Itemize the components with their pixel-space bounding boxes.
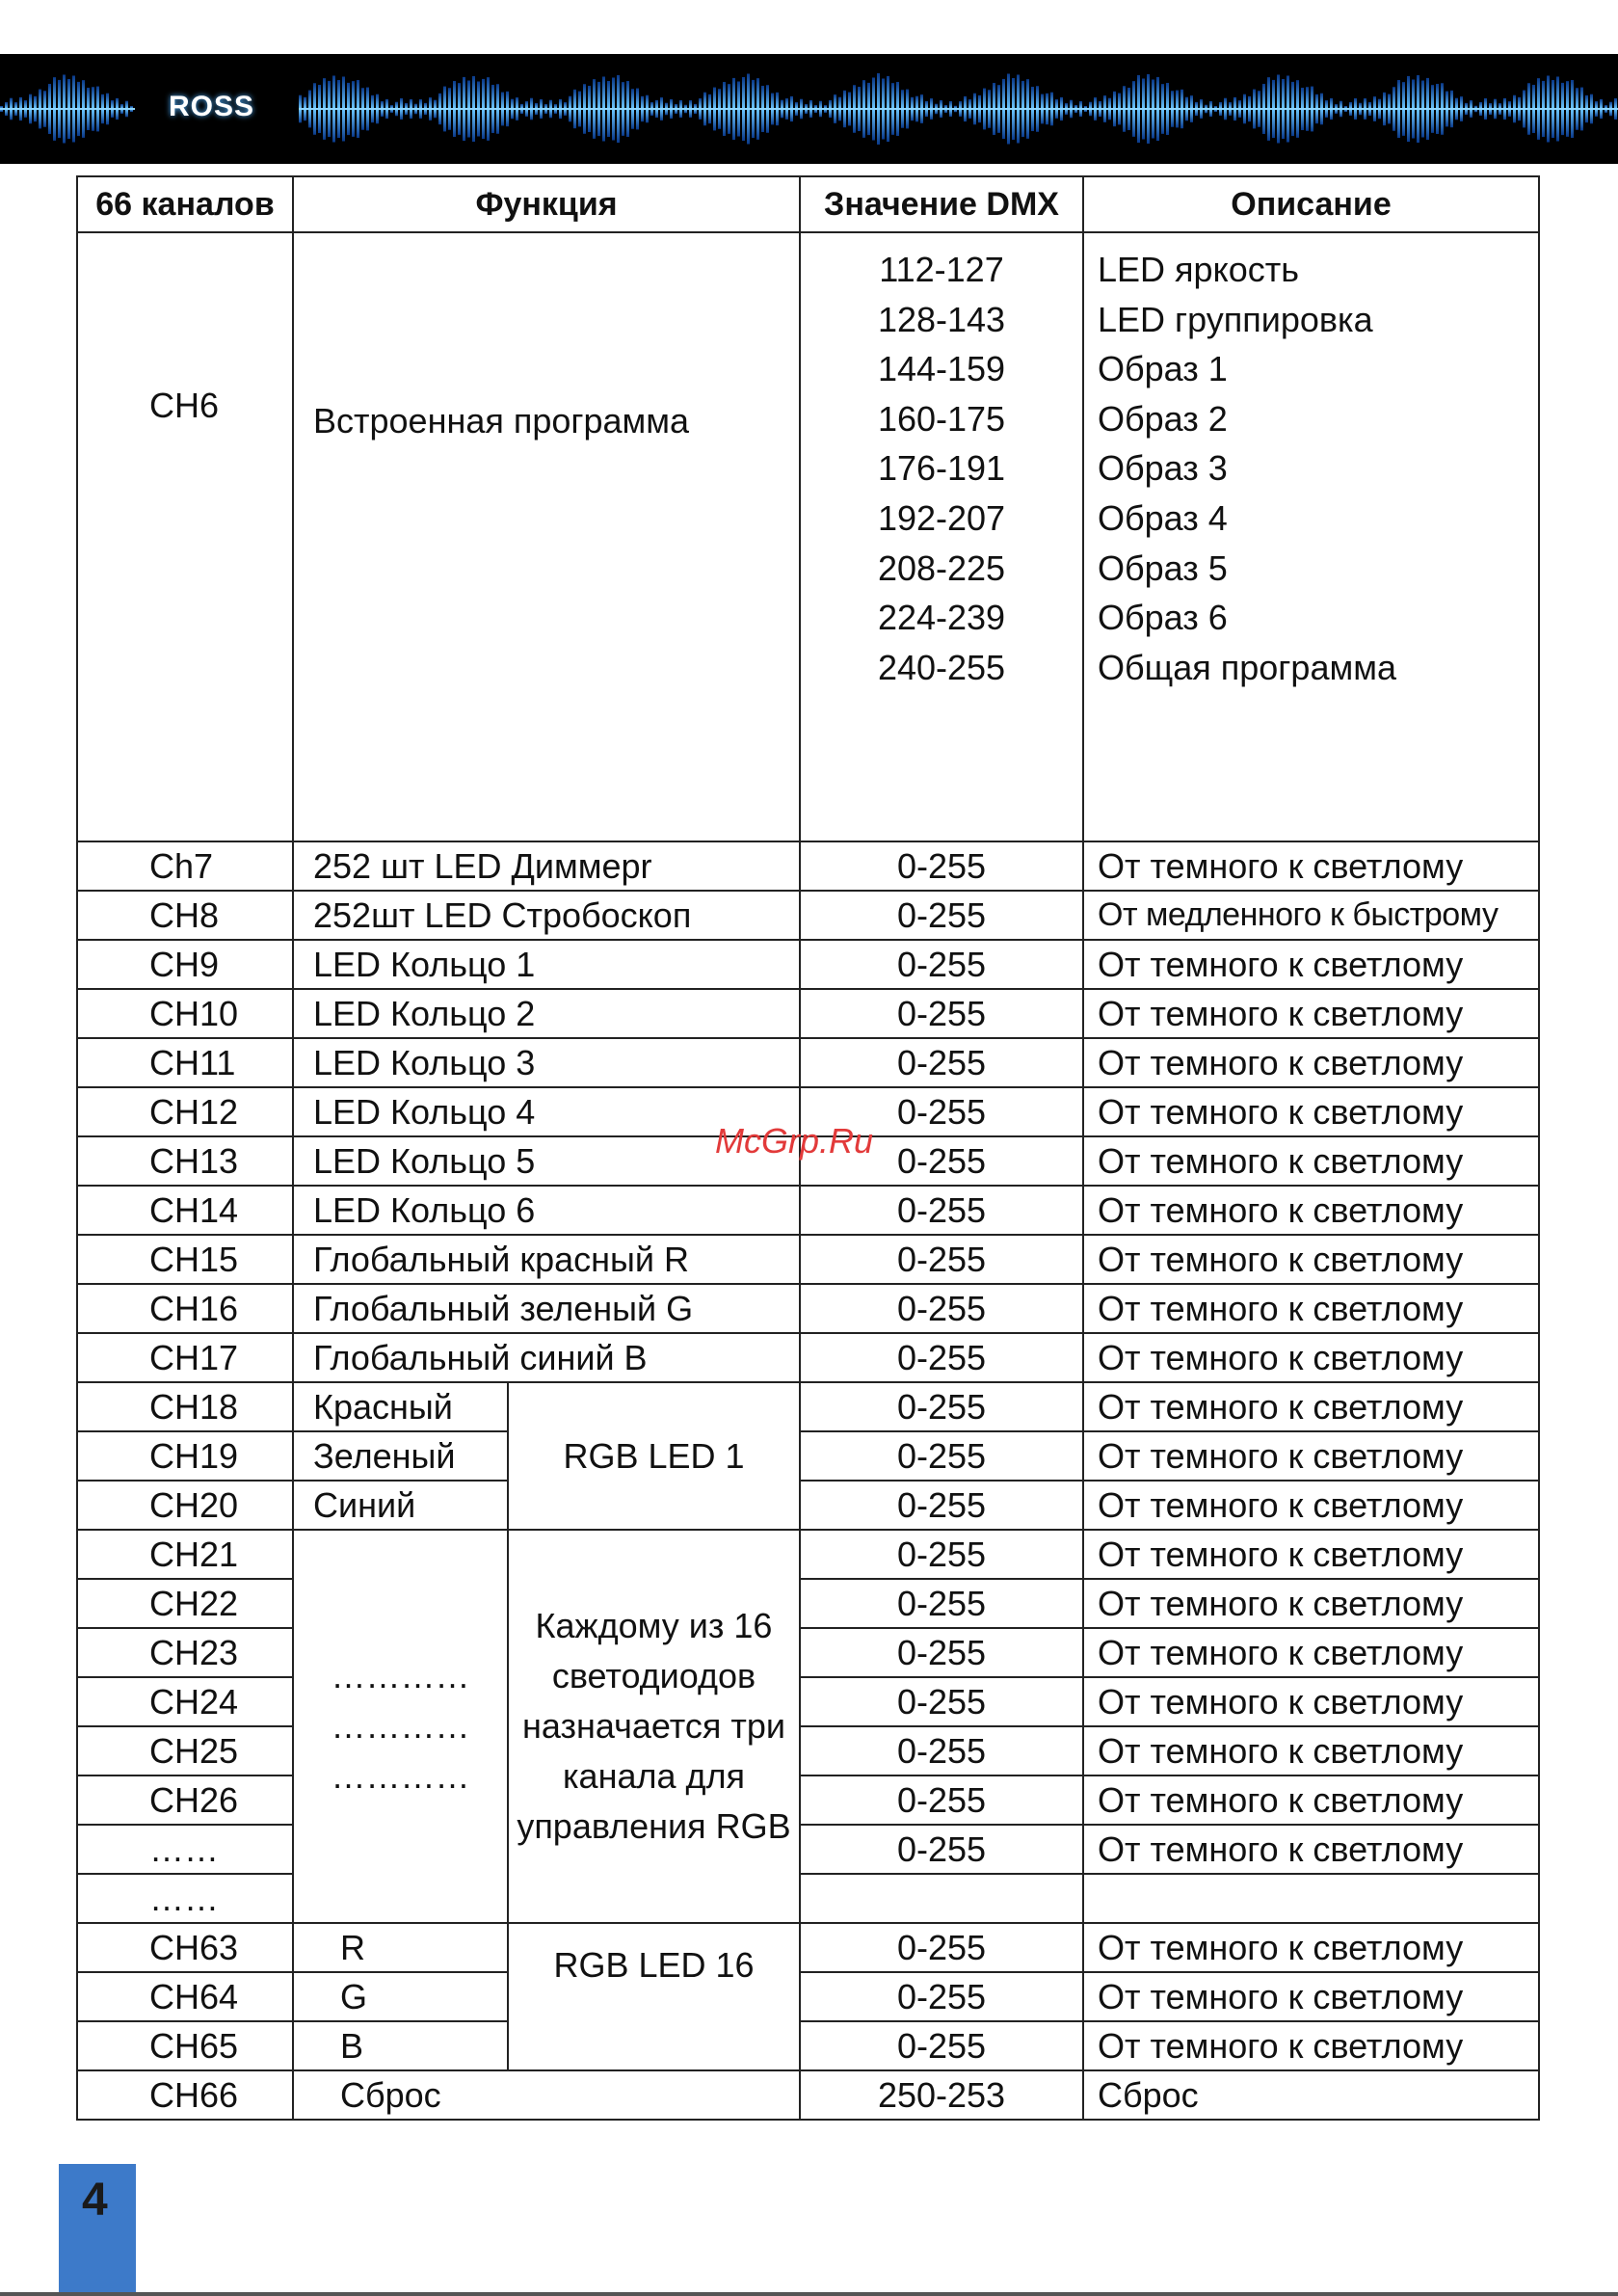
dmx-value: 128-143 [877,299,1006,339]
channel-cell: CH64 [77,1972,293,2021]
dmx-cell [800,1874,1083,1923]
channel-cell: CH18 [77,1382,293,1431]
dmx-cell: 0-255 [800,1972,1083,2021]
function-cell: B [293,2021,508,2070]
channel-cell: CH63 [77,1923,293,1972]
function-cell: Встроенная программа [293,232,800,841]
watermark: McGrp.Ru [715,1121,874,1161]
function-cell: Глобальный красный R [293,1235,800,1284]
function-cell: Зеленый [293,1431,508,1481]
description-cell: От темного к светлому [1083,1431,1539,1481]
description-cell: От темного к светлому [1083,1481,1539,1530]
function-cell: LED Кольцо 2 [293,989,800,1038]
dmx-value: 160-175 [877,398,1006,439]
description-cell [1083,1874,1539,1923]
description-value: Образ 5 [1098,547,1228,588]
description-value: Образ 4 [1098,497,1228,538]
dmx-cell: 0-255 [800,2021,1083,2070]
table-row [77,1382,1539,1431]
description-cell: От темного к светлому [1083,1726,1539,1775]
dmx-cell: 0-255 [800,1481,1083,1530]
dmx-cell: 250-253 [800,2070,1083,2120]
ellipsis-line: ………… [331,1756,470,1796]
description-cell: От темного к светлому [1083,1579,1539,1628]
description-value: Образ 6 [1098,598,1228,638]
channel-cell: CH19 [77,1431,293,1481]
description-cell: От темного к светлому [1083,1087,1539,1136]
description-cell: От темного к светлому [1083,841,1539,891]
description-cell: От темного к светлому [1083,989,1539,1038]
channel-cell: CH9 [77,940,293,989]
dmx-cell [800,232,1083,841]
function-cell: 252шт LED Стробоскоп [293,891,800,940]
dmx-value: 176-191 [877,448,1006,489]
function-cell: Глобальный зеленый G [293,1284,800,1333]
table-row [77,1481,1539,1530]
channel-cell: CH13 [77,1136,293,1186]
channel-cell: CH12 [77,1087,293,1136]
table-row [77,1431,1539,1481]
dmx-cell: 0-255 [800,1038,1083,1087]
table-row-ch6 [77,232,1539,841]
function-cell: LED Кольцо 6 [293,1186,800,1235]
description-cell: От темного к светлому [1083,1333,1539,1382]
dmx-value: 192-207 [877,497,1006,538]
dmx-value: 240-255 [877,647,1006,687]
table-row [77,1530,1539,1579]
function-cell: G [293,1972,508,2021]
function-cell: LED Кольцо 3 [293,1038,800,1087]
page-number: 4 [82,2175,108,2226]
dmx-cell: 0-255 [800,1284,1083,1333]
rgb-group-cell: RGB LED 16 [508,1923,800,2070]
channel-cell: CH14 [77,1186,293,1235]
footer-rule [0,2292,1618,2296]
channel-cell: CH24 [77,1677,293,1726]
channel-cell: CH23 [77,1628,293,1677]
channel-cell: CH11 [77,1038,293,1087]
function-cell: Сброс [293,2070,800,2120]
description-cell: От медленного к быстрому [1083,891,1539,940]
rgb-note-cell: Каждому из 16 светодиодов назначается три канала для управления RGB [508,1530,800,1923]
dmx-cell: 0-255 [800,1628,1083,1677]
description-value: Образ 1 [1098,349,1228,389]
dmx-cell: 0-255 [800,1087,1083,1136]
function-cell: Глобальный синий B [293,1333,800,1382]
description-value: Общая программа [1098,647,1396,687]
dmx-cell: 0-255 [800,1825,1083,1874]
function-cell: Красный [293,1382,508,1431]
table-row-reset [77,2070,1539,2120]
function-cell: Синий [293,1481,508,1530]
dmx-cell: 0-255 [800,1923,1083,1972]
description-cell: От темного к светлому [1083,1186,1539,1235]
channel-cell: CH17 [77,1333,293,1382]
col-header-description: Описание [1083,176,1539,232]
channel-cell: …… [77,1874,293,1923]
dmx-value: 144-159 [877,349,1006,389]
dmx-cell: 0-255 [800,1579,1083,1628]
rgb-group-cell: RGB LED 1 [508,1382,800,1530]
description-cell: От темного к светлому [1083,1284,1539,1333]
description-cell: От темного к светлому [1083,940,1539,989]
function-cell: 252 шт LED Диммерr [293,841,800,891]
table-row [77,841,1539,891]
description-cell: От темного к светлому [1083,1923,1539,1972]
dmx-value: 112-127 [879,250,1004,289]
channel-cell: Ch7 [77,841,293,891]
description-cell: От темного к светлому [1083,1038,1539,1087]
channel-cell: CH16 [77,1284,293,1333]
function-cell: LED Кольцо 1 [293,940,800,989]
dmx-cell: 0-255 [800,1775,1083,1825]
channel-cell: …… [77,1825,293,1874]
table-row [77,1284,1539,1333]
function-cell: R [293,1923,508,1972]
dmx-cell: 0-255 [800,1186,1083,1235]
dmx-cell: 0-255 [800,1333,1083,1382]
dmx-cell: 0-255 [800,1235,1083,1284]
dmx-cell: 0-255 [800,940,1083,989]
dmx-value: 224-239 [877,598,1006,638]
dmx-cell: 0-255 [800,1726,1083,1775]
dmx-cell: 0-255 [800,891,1083,940]
dmx-cell: 0-255 [800,1431,1083,1481]
description-value: LED группировка [1098,299,1373,339]
col-header-channels: 66 каналов [77,176,293,232]
dmx-cell: 0-255 [800,1530,1083,1579]
dmx-cell: 0-255 [800,1677,1083,1726]
table-row [77,1186,1539,1235]
ellipsis-line: ………… [331,1706,470,1746]
table-row [77,989,1539,1038]
description-cell: От темного к светлому [1083,1530,1539,1579]
table-row [77,891,1539,940]
channel-cell: CH21 [77,1530,293,1579]
description-cell: От темного к светлому [1083,1235,1539,1284]
description-cell: От темного к светлому [1083,1382,1539,1431]
col-header-dmx: Значение DMX [800,176,1083,232]
function-cell: LED Кольцо 5 [293,1136,800,1186]
channel-cell: CH22 [77,1579,293,1628]
description-cell [1083,232,1539,841]
channel-cell: CH15 [77,1235,293,1284]
logo: ROSS [169,91,255,122]
table-row [77,1235,1539,1284]
description-cell: От темного к светлому [1083,1628,1539,1677]
table-row [77,2021,1539,2070]
ellipsis-cell [293,1530,508,1923]
table-row [77,940,1539,989]
description-cell: От темного к светлому [1083,1972,1539,2021]
description-value: Образ 2 [1098,398,1228,439]
dmx-cell: 0-255 [800,1136,1083,1186]
channel-cell: CH20 [77,1481,293,1530]
dmx-cell: 0-255 [800,1382,1083,1431]
table-row [77,1038,1539,1087]
dmx-value: 208-225 [877,547,1006,588]
channel-cell: CH25 [77,1726,293,1775]
table-row [77,1923,1539,1972]
channel-cell: CH6 [77,232,293,841]
description-cell: Сброс [1083,2070,1539,2120]
channel-cell: CH66 [77,2070,293,2120]
channel-cell: CH65 [77,2021,293,2070]
col-header-function: Функция [293,176,800,232]
table-row [77,1972,1539,2021]
description-cell: От темного к светлому [1083,1775,1539,1825]
dmx-cell: 0-255 [800,841,1083,891]
dmx-cell: 0-255 [800,989,1083,1038]
description-cell: От темного к светлому [1083,2021,1539,2070]
ellipsis-line: ………… [331,1656,470,1695]
description-cell: От темного к светлому [1083,1136,1539,1186]
table-header-row [77,176,1539,232]
header-banner [0,54,1618,164]
channel-cell: CH10 [77,989,293,1038]
description-value: Образ 3 [1098,448,1228,489]
function-cell: LED Кольцо 4 [293,1087,800,1136]
channel-cell: CH26 [77,1775,293,1825]
table-row [77,1333,1539,1382]
description-cell: От темного к светлому [1083,1825,1539,1874]
description-cell: От темного к светлому [1083,1677,1539,1726]
channel-cell: CH8 [77,891,293,940]
description-value: LED яркость [1098,250,1299,289]
